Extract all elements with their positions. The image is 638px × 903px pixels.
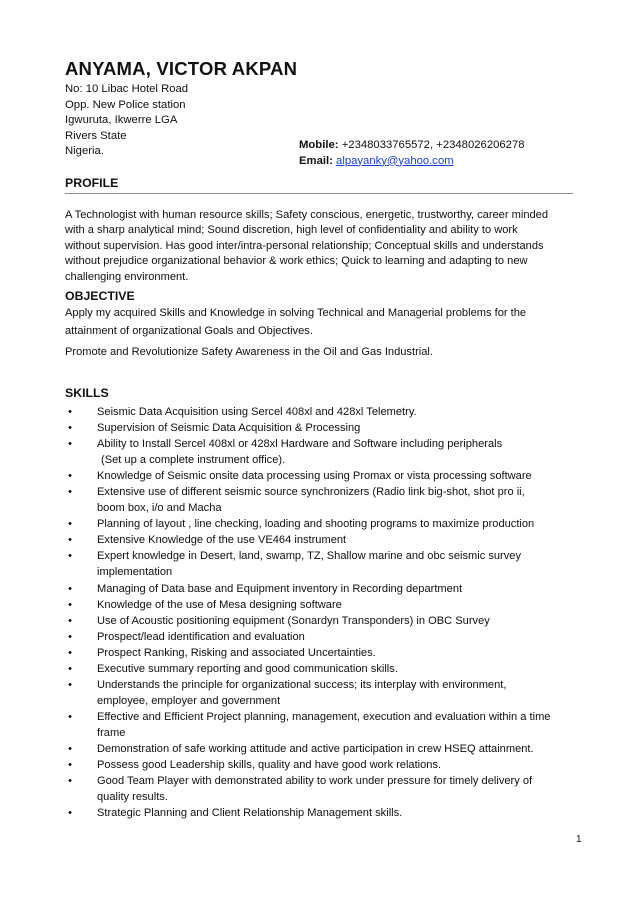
skill-item [65,613,605,629]
skill-line: Seismic Data Acquisition using Sercel 408xl and 428xl Telemetry. [97,406,417,418]
bullet-icon: • [68,438,72,451]
address-line: Igwuruta, Ikwerre LGA [65,114,178,127]
mobile-row [299,138,525,154]
profile-text [65,208,595,285]
bullet-icon: • [68,662,72,675]
skill-item [65,661,605,677]
skill-line: Planning of layout , line checking, loading and shooting programs to maximize production [97,518,535,531]
bullet-icon: • [68,582,72,595]
objective-heading: OBJECTIVE [65,289,135,303]
bullet-icon: • [68,630,72,643]
address-line: Opp. New Police station [65,98,186,111]
profile-heading: PROFILE [65,176,119,190]
profile-line: A Technologist with human resource skills; Safety conscious, energetic, trustworthy, career minded [65,209,549,221]
skill-item [65,420,605,436]
address-block [65,82,188,160]
email-link[interactable]: alpayanky@yahoo.com [336,154,454,167]
skills-list [65,404,605,821]
skill-line: employee, employer and government [97,694,281,707]
contact-block [299,138,525,169]
bullet-icon: • [68,775,72,788]
skill-item [65,677,605,709]
skill-line: Good Team Player with demonstrated ability to work under pressure for timely delivery of [97,775,533,788]
skill-line: implementation [97,566,173,579]
skill-line: Demonstration of safe working attitude and active participation in crew HSEQ attainment. [97,742,534,755]
skill-item [65,645,605,661]
email-label: Email: [299,154,333,167]
mobile-label: Mobile: [299,139,339,151]
skill-item [65,484,605,516]
skill-item [65,773,605,805]
bullet-icon: • [68,550,72,563]
bullet-icon: • [68,742,72,755]
bullet-icon: • [68,710,72,723]
skill-line: Executive summary reporting and good communication skills. [97,662,398,675]
page-number: 1 [576,834,582,845]
skill-line: Expert knowledge in Desert, land, swamp, TZ, Shallow marine and obc seismic survey [97,550,522,563]
skill-item [65,532,605,548]
skill-item [65,741,605,757]
profile-line: with a sharp analytical mind; Sound discretion, high level of confidentiality and ability to work [65,224,518,237]
objective-line: Apply my acquired Skills and Knowledge in solving Technical and Managerial problems for the [65,307,527,319]
bullet-icon: • [68,486,72,499]
profile-line: without prejudice organizational behavior & work ethics; Quick to learning and adapting to new [65,255,528,268]
skill-item [65,468,605,484]
address-line: No: 10 Libac Hotel Road [65,83,189,95]
profile-line: without supervision. Has good inter/intra-personal relationship; Conceptual skills and understands [65,239,544,252]
skill-line: Extensive use of different seismic source synchronizers (Radio link big-shot, shot pro ii, [97,486,525,499]
address-line: Rivers State [65,129,127,142]
skill-line: (Set up a complete instrument office). [101,454,286,467]
skill-item [65,709,605,741]
skill-line: Use of Acoustic positioning equipment (Sonardyn Transponders) in OBC Survey [97,614,490,627]
skill-item [65,516,605,532]
skill-line: Knowledge of Seismic onsite data processing using Promax or vista processing software [97,470,532,483]
bullet-icon: • [68,646,72,659]
bullet-icon: • [68,678,72,691]
bullet-icon: • [68,614,72,627]
skill-line: Strategic Planning and Client Relationship Management skills. [97,807,403,820]
skill-line: Possess good Leadership skills, quality and have good work relations. [97,759,442,772]
skill-item [65,597,605,613]
skill-line: Understands the principle for organizational success; its interplay with environment, [97,678,507,691]
skill-line: Prospect Ranking, Risking and associated Uncertainties. [97,646,376,659]
bullet-icon: • [68,534,72,547]
objective-line: attainment of organizational Goals and Objectives. [65,324,313,337]
bullet-icon: • [68,807,72,820]
skill-item [65,548,605,580]
skill-line: Prospect/lead identification and evaluation [97,630,305,643]
skill-item [65,581,605,597]
objective-second-line: Promote and Revolutionize Safety Awareness in the Oil and Gas Industrial. [65,346,433,358]
bullet-icon: • [68,518,72,531]
skill-line: Knowledge of the use of Mesa designing software [97,598,342,611]
skill-line: Extensive Knowledge of the use VE464 instrument [97,534,347,547]
skill-item [65,629,605,645]
bullet-icon: • [68,470,72,483]
objective-second-text [65,344,433,362]
skill-item [65,436,605,468]
skill-item [65,404,605,420]
skill-item [65,805,605,821]
skills-heading: SKILLS [65,386,109,400]
profile-line: challenging environment. [65,270,189,283]
mobile-value: +2348033765572, +2348026206278 [341,139,525,151]
skill-line: boom box, i/o and Macha [97,502,222,515]
skill-item [65,757,605,773]
objective-text [65,305,526,340]
skill-line: Ability to Install Sercel 408xl or 428xl Hardware and Software including peripherals [97,438,503,451]
skill-line: quality results. [97,791,168,804]
bullet-icon: • [68,422,72,435]
email-row [299,154,525,170]
skill-line: frame [97,726,126,739]
skill-line: Supervision of Seismic Data Acquisition & Processing [97,422,361,435]
section-divider [65,193,573,194]
address-line: Nigeria. [65,145,104,158]
candidate-name: ANYAMA, VICTOR AKPAN [65,58,298,79]
bullet-icon: • [68,406,72,418]
skill-line: Effective and Efficient Project planning, management, execution and evaluation within a time [97,710,551,723]
skill-line: Managing of Data base and Equipment inventory in Recording department [97,582,463,595]
bullet-icon: • [68,598,72,611]
bullet-icon: • [68,759,72,772]
